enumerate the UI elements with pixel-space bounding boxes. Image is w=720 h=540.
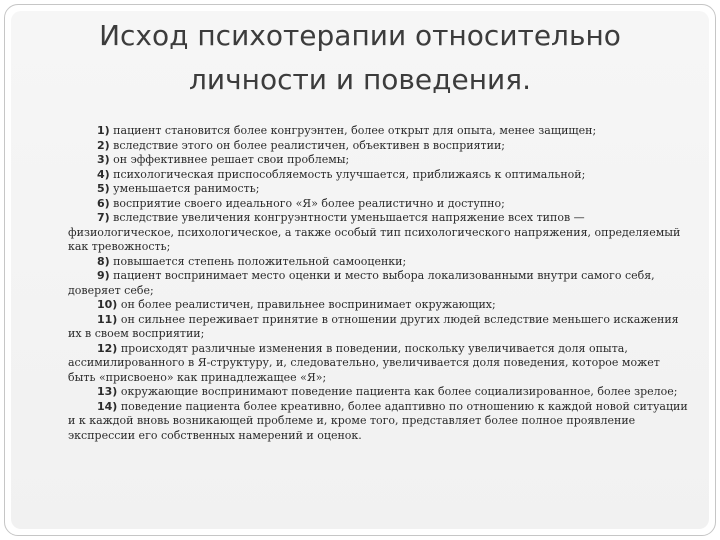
- item-number: 6): [97, 196, 110, 210]
- list-item: [68, 400, 688, 444]
- list-item: [68, 269, 688, 298]
- list-item: [68, 211, 688, 255]
- item-text: уменьшается ранимость;: [109, 182, 260, 195]
- outcome-list: [68, 124, 688, 443]
- item-number: 11): [97, 312, 118, 326]
- item-number: 13): [97, 385, 118, 398]
- item-text: происходят различные изменения в поведении, поскольку увеличивается доля опыта, ассимилированного в Я-структуру, и, следовательно, увеличивается доля поведения, которое может быть «присвоено» как принадлежащее «Я»;: [68, 341, 660, 384]
- item-text: поведение пациента более креативно, более адаптивно по отношению к каждой новой ситуации и к каждой вновь возникающей проблеме и, кроме того, представляет более полное проявление экспрессии его собственных намерений и оценок.: [68, 399, 688, 442]
- item-text: вследствие увеличения конгруэнтности уменьшается напряжение всех типов — физиологическое, психологическое, а также особый тип психологического напряжения, определяемый как тревожность;: [68, 211, 681, 253]
- list-item: [68, 313, 688, 342]
- item-number: 12): [97, 341, 118, 355]
- title-line-2: личности и поведения.: [189, 63, 531, 96]
- item-text: он сильнее переживает принятие в отношении других людей вследствие меньшего искажения их в своем восприятии;: [68, 312, 679, 340]
- list-item: [68, 139, 688, 154]
- list-item: [68, 124, 688, 139]
- item-number: 2): [97, 138, 110, 152]
- list-item: [68, 197, 688, 212]
- list-item: [68, 255, 688, 270]
- item-text: психологическая приспособляемость улучшается, приближаясь к оптимальной;: [109, 167, 586, 181]
- item-number: 3): [97, 153, 110, 166]
- item-number: 4): [97, 167, 110, 181]
- item-number: 7): [97, 211, 110, 224]
- item-number: 5): [97, 182, 110, 195]
- item-text: повышается степень положительной самооценки;: [109, 254, 407, 268]
- item-number: 9): [97, 269, 110, 282]
- slide-title: [40, 14, 680, 102]
- item-text: вследствие этого он более реалистичен, объективен в восприятии;: [109, 138, 505, 152]
- item-number: 1): [97, 124, 110, 137]
- item-text: пациент воспринимает место оценки и место выбора локализованными внутри самого себя, доверяет себе;: [68, 269, 655, 297]
- list-item: [68, 153, 688, 168]
- item-number: 14): [97, 399, 118, 413]
- list-item: [68, 385, 688, 400]
- item-number: 10): [97, 298, 118, 311]
- item-text: он более реалистичен, правильнее воспринимает окружающих;: [117, 298, 496, 311]
- list-item: [68, 298, 688, 313]
- item-text: пациент становится более конгруэнтен, более открыт для опыта, менее защищен;: [109, 124, 597, 137]
- list-item: [68, 342, 688, 386]
- list-item: [68, 182, 688, 197]
- item-text: окружающие воспринимают поведение пациента как более социализированное, более зрелое;: [117, 385, 678, 398]
- item-text: он эффективнее решает свои проблемы;: [109, 153, 350, 166]
- title-line-1: Исход психотерапии относительно: [99, 19, 621, 52]
- item-number: 8): [97, 254, 110, 268]
- item-text: восприятие своего идеального «Я» более реалистично и доступно;: [109, 196, 505, 210]
- list-item: [68, 168, 688, 183]
